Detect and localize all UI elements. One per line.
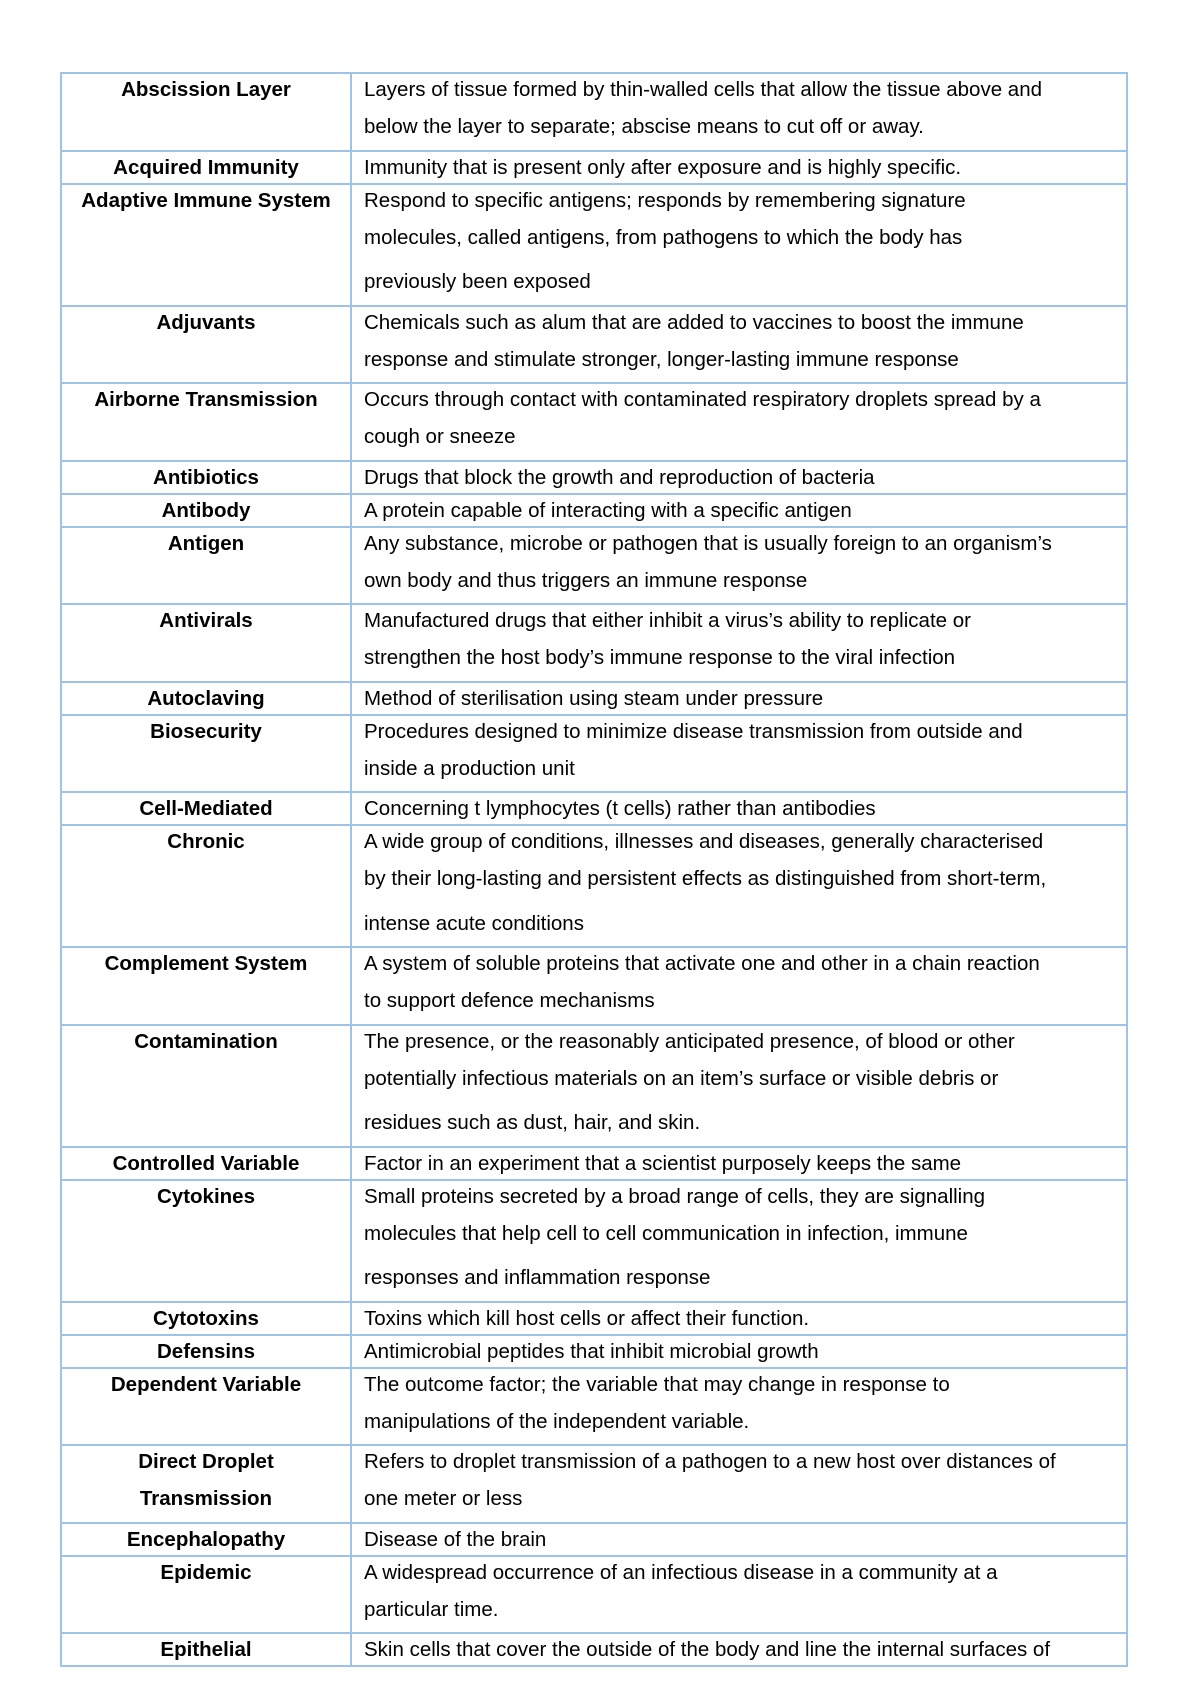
glossary-definition-cell xyxy=(351,1147,1127,1180)
glossary-definition-line: manipulations of the independent variable. xyxy=(364,1409,750,1433)
glossary-definition-line: particular time. xyxy=(364,1597,499,1621)
glossary-term-cell xyxy=(61,1523,351,1556)
glossary-definition-line: molecules, called antigens, from pathogens to which the body has xyxy=(364,225,963,249)
table-row xyxy=(61,1180,1127,1302)
table-row xyxy=(61,1147,1127,1180)
glossary-definition-line: The outcome factor; the variable that may change in response to xyxy=(364,1372,950,1396)
glossary-term-cell xyxy=(61,792,351,825)
glossary-term: Transmission xyxy=(139,1487,273,1510)
table-row xyxy=(61,73,1127,151)
glossary-term: Complement System xyxy=(104,952,308,975)
table-row xyxy=(61,383,1127,461)
glossary-definition-line: below the layer to separate; abscise means to cut off or away. xyxy=(364,115,924,138)
glossary-term-cell xyxy=(61,1633,351,1666)
glossary-term: Epithelial xyxy=(160,1638,252,1661)
glossary-definition-cell xyxy=(351,383,1127,461)
table-row xyxy=(61,1302,1127,1335)
glossary-term: Defensins xyxy=(157,1339,255,1363)
glossary-definition-cell xyxy=(351,1025,1127,1147)
glossary-definition-line: Skin cells that cover the outside of the body and line the internal surfaces of xyxy=(364,1638,1051,1661)
glossary-term: Cell-Mediated xyxy=(139,797,273,820)
glossary-term-cell xyxy=(61,494,351,527)
glossary-definition-line: previously been exposed xyxy=(364,270,591,293)
glossary-definition-cell xyxy=(351,1445,1127,1523)
glossary-definition-cell xyxy=(351,1633,1127,1666)
glossary-definition-cell xyxy=(351,461,1127,494)
glossary-definition-cell xyxy=(351,947,1127,1025)
glossary-term: Antibody xyxy=(161,498,251,522)
glossary-definition-line: Small proteins secreted by a broad range of cells, they are signalling xyxy=(364,1184,986,1208)
glossary-definition-cell xyxy=(351,604,1127,682)
glossary-definition-line: intense acute conditions xyxy=(364,911,584,935)
glossary-definition-line: potentially infectious materials on an item’s surface or visible debris or xyxy=(364,1066,999,1090)
table-row xyxy=(61,1025,1127,1147)
glossary-term-cell xyxy=(61,73,351,151)
glossary-definition-cell xyxy=(351,825,1127,947)
glossary-definition-line: strengthen the host body’s immune response to the viral infection xyxy=(364,646,956,669)
glossary-term: Biosecurity xyxy=(150,719,262,743)
glossary-definition-line: A protein capable of interacting with a specific antigen xyxy=(364,498,852,522)
glossary-definition-line: Procedures designed to minimize disease transmission from outside and xyxy=(364,719,1023,743)
glossary-definition-cell xyxy=(351,527,1127,605)
glossary-term: Chronic xyxy=(167,830,245,853)
glossary-term-cell xyxy=(61,947,351,1025)
glossary-term-cell xyxy=(61,1147,351,1180)
glossary-term-cell xyxy=(61,1368,351,1446)
glossary-definition-line: residues such as dust, hair, and skin. xyxy=(364,1111,701,1134)
glossary-definition-cell xyxy=(351,715,1127,793)
glossary-table xyxy=(60,72,1128,1667)
glossary-definition-line: cough or sneeze xyxy=(364,425,516,448)
glossary-definition-line: Disease of the brain xyxy=(364,1527,547,1551)
glossary-term: Autoclaving xyxy=(147,686,265,710)
glossary-term-cell xyxy=(61,383,351,461)
glossary-definition-cell xyxy=(351,1302,1127,1335)
glossary-definition-line: Antimicrobial peptides that inhibit microbial growth xyxy=(364,1339,819,1363)
glossary-term-cell xyxy=(61,1445,351,1523)
glossary-term-cell xyxy=(61,825,351,947)
glossary-term: Airborne Transmission xyxy=(94,388,318,411)
glossary-term: Encephalopathy xyxy=(126,1527,286,1551)
table-row xyxy=(61,461,1127,494)
table-row xyxy=(61,1556,1127,1634)
glossary-term-cell xyxy=(61,527,351,605)
glossary-term-cell xyxy=(61,682,351,715)
glossary-definition-line: A widespread occurrence of an infectious disease in a community at a xyxy=(364,1560,998,1584)
glossary-definition-cell xyxy=(351,184,1127,306)
glossary-definition-line: inside a production unit xyxy=(364,756,575,780)
glossary-term-cell xyxy=(61,461,351,494)
glossary-definition-line: molecules that help cell to cell communication in infection, immune xyxy=(364,1221,968,1245)
table-row xyxy=(61,494,1127,527)
glossary-term: Contamination xyxy=(134,1029,278,1053)
glossary-definition-cell xyxy=(351,1180,1127,1302)
table-row xyxy=(61,682,1127,715)
glossary-term: Antigen xyxy=(167,531,245,555)
glossary-definition-line: to support defence mechanisms xyxy=(364,989,655,1012)
glossary-definition-cell xyxy=(351,1556,1127,1634)
glossary-term: Adjuvants xyxy=(156,310,256,334)
glossary-term: Dependent Variable xyxy=(110,1372,302,1396)
table-row xyxy=(61,527,1127,605)
glossary-term: Cytokines xyxy=(157,1184,255,1208)
table-row xyxy=(61,151,1127,184)
glossary-definition-line: The presence, or the reasonably anticipated presence, of blood or other xyxy=(364,1029,1015,1053)
glossary-term: Controlled Variable xyxy=(112,1151,300,1175)
table-row xyxy=(61,715,1127,793)
glossary-definition-cell xyxy=(351,1335,1127,1368)
glossary-term: Direct Droplet xyxy=(138,1450,274,1473)
table-row xyxy=(61,1335,1127,1368)
glossary-definition-line: Refers to droplet transmission of a pathogen to a new host over distances of xyxy=(364,1450,1056,1473)
glossary-term-cell xyxy=(61,1302,351,1335)
glossary-term-cell xyxy=(61,306,351,384)
table-row xyxy=(61,1445,1127,1523)
glossary-definition-line: Concerning t lymphocytes (t cells) rather than antibodies xyxy=(364,797,876,820)
glossary-term-cell xyxy=(61,1025,351,1147)
glossary-term: Adaptive Immune System xyxy=(81,188,331,212)
glossary-definition-line: Method of sterilisation using steam under pressure xyxy=(364,686,824,710)
glossary-term-cell xyxy=(61,151,351,184)
table-row xyxy=(61,604,1127,682)
glossary-term-cell xyxy=(61,1556,351,1634)
table-row xyxy=(61,1368,1127,1446)
glossary-definition-line: Any substance, microbe or pathogen that is usually foreign to an organism’s xyxy=(364,531,1052,555)
glossary-term-cell xyxy=(61,604,351,682)
glossary-definition-line: Immunity that is present only after exposure and is highly specific. xyxy=(364,155,962,179)
glossary-definition-line: Drugs that block the growth and reproduction of bacteria xyxy=(364,465,875,489)
table-row xyxy=(61,1633,1127,1666)
glossary-body xyxy=(61,73,1127,1666)
glossary-term: Epidemic xyxy=(160,1560,252,1584)
glossary-definition-cell xyxy=(351,306,1127,384)
table-row xyxy=(61,184,1127,306)
glossary-definition-line: response and stimulate stronger, longer-lasting immune response xyxy=(364,347,959,371)
glossary-term: Antibiotics xyxy=(153,465,259,489)
table-row xyxy=(61,947,1127,1025)
glossary-term: Antivirals xyxy=(159,609,253,632)
glossary-term-cell xyxy=(61,715,351,793)
glossary-definition-cell xyxy=(351,1523,1127,1556)
glossary-term: Acquired Immunity xyxy=(113,155,299,179)
glossary-definition-line: Factor in an experiment that a scientist purposely keeps the same xyxy=(364,1151,962,1175)
glossary-definition-line: responses and inflammation response xyxy=(364,1266,711,1289)
glossary-definition-cell xyxy=(351,792,1127,825)
glossary-definition-cell xyxy=(351,1368,1127,1446)
glossary-definition-line: one meter or less xyxy=(364,1487,523,1510)
glossary-definition-line: Respond to specific antigens; responds by remembering signature xyxy=(364,188,966,212)
glossary-term: Abscission Layer xyxy=(121,78,291,101)
glossary-definition-line: Chemicals such as alum that are added to vaccines to boost the immune xyxy=(364,310,1024,334)
glossary-term-cell xyxy=(61,1335,351,1368)
glossary-term: Cytotoxins xyxy=(153,1306,259,1330)
table-row xyxy=(61,306,1127,384)
glossary-definition-line: A wide group of conditions, illnesses and diseases, generally characterised xyxy=(364,830,1044,853)
glossary-definition-line: own body and thus triggers an immune response xyxy=(364,568,808,592)
glossary-definition-cell xyxy=(351,494,1127,527)
table-row xyxy=(61,825,1127,947)
glossary-definition-cell xyxy=(351,151,1127,184)
table-row xyxy=(61,1523,1127,1556)
glossary-term-cell xyxy=(61,1180,351,1302)
glossary-definition-line: Occurs through contact with contaminated respiratory droplets spread by a xyxy=(364,388,1041,411)
glossary-definition-line: Manufactured drugs that either inhibit a virus’s ability to replicate or xyxy=(364,609,971,632)
glossary-definition-cell xyxy=(351,682,1127,715)
glossary-definition-cell xyxy=(351,73,1127,151)
glossary-definition-line: Toxins which kill host cells or affect their function. xyxy=(364,1306,810,1330)
glossary-definition-line: Layers of tissue formed by thin-walled cells that allow the tissue above and xyxy=(364,78,1043,101)
glossary-definition-line: A system of soluble proteins that activate one and other in a chain reaction xyxy=(364,952,1040,975)
glossary-definition-line: by their long-lasting and persistent effects as distinguished from short-term, xyxy=(364,867,1047,890)
glossary-term-cell xyxy=(61,184,351,306)
table-row xyxy=(61,792,1127,825)
